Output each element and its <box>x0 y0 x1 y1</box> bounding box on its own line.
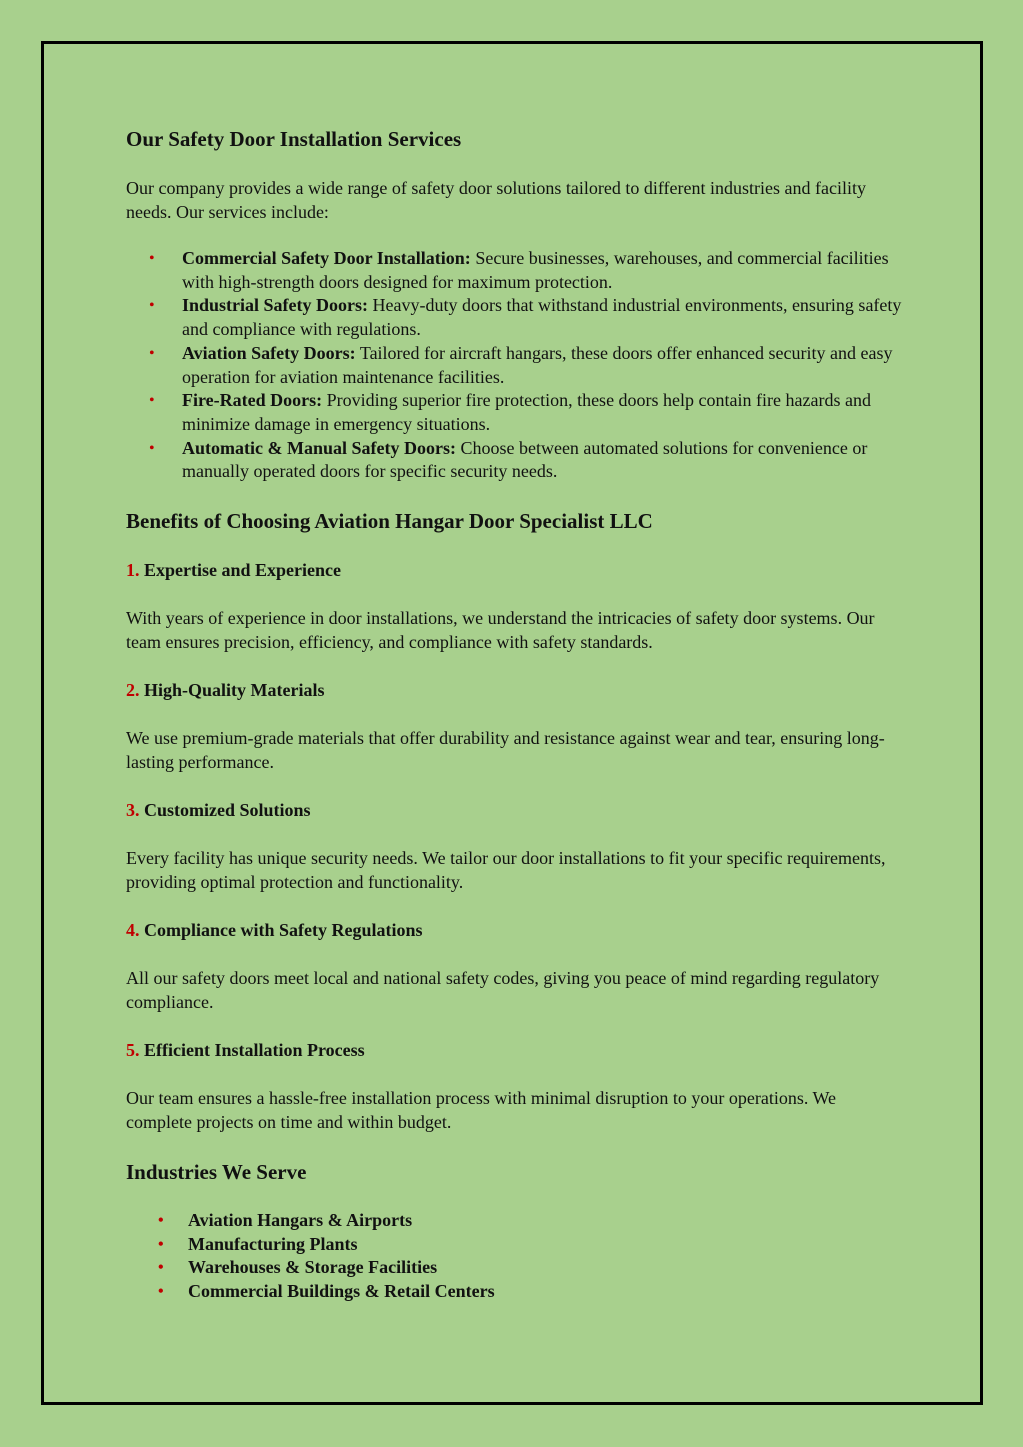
benefit-text: All our safety doors meet local and national safety codes, giving you peace of mind regarding regulatory compliance. <box>126 968 880 1013</box>
benefit-number: 2. <box>126 680 140 701</box>
industry-label: Manufacturing Plants <box>188 1233 358 1254</box>
benefit-title <box>126 558 906 582</box>
industries-heading: Industries We Serve <box>126 1160 307 1185</box>
benefit-title-text: Compliance with Safety Regulations <box>139 920 423 941</box>
benefit-number: 1. <box>126 560 140 581</box>
industry-label: Commercial Buildings & Retail Centers <box>188 1281 495 1302</box>
service-text: Secure businesses, warehouses, and commercial facilities with high-strength doors designed for maximum protection. <box>182 248 889 292</box>
list-item <box>126 1209 906 1233</box>
services-heading: Our Safety Door Installation Services <box>126 127 462 151</box>
benefit-title-text: Customized Solutions <box>139 800 311 821</box>
benefit-text: We use premium-grade materials that offer durability and resistance against wear and tear, ensuring long-lasting performance. <box>126 728 885 773</box>
list-item <box>126 389 906 436</box>
bullet-icon: • <box>149 439 155 457</box>
bullet-icon: • <box>149 392 155 410</box>
benefit-text: With years of experience in door installations, we understand the intricacies of safety door systems. Our team ensures precision, efficiency, and compliance with safety standards. <box>126 608 875 653</box>
benefit-title <box>126 1038 906 1062</box>
benefit-title-text: Efficient Installation Process <box>139 1040 365 1061</box>
list-item <box>126 1256 906 1280</box>
service-text: Choose between automated solutions for convenience or manually operated doors for specific security needs. <box>182 437 868 482</box>
list-item <box>126 1233 906 1257</box>
service-title: Automatic & Manual Safety Doors: <box>182 437 456 458</box>
industries-list <box>126 1209 906 1304</box>
bullet-icon: • <box>158 1283 164 1301</box>
bullet-icon: • <box>149 344 155 362</box>
benefit-number: 4. <box>126 920 140 941</box>
service-text: Tailored for aircraft hangars, these doors offer enhanced security and easy operation for aviation maintenance facilities. <box>182 342 893 387</box>
benefit-title-text: Expertise and Experience <box>139 560 341 581</box>
bullet-icon: • <box>158 1212 164 1230</box>
list-item <box>126 294 906 341</box>
services-intro: Our company provides a wide range of safety door solutions tailored to different industries and facility needs. Our services include: <box>126 178 866 222</box>
benefits-heading: Benefits of Choosing Aviation Hangar Door Specialist LLC <box>126 509 653 534</box>
benefit-number: 3. <box>126 800 140 821</box>
benefit-text: Every facility has unique security needs. We tailor our door installations to fit your specific requirements, providing optimal protection and functionality. <box>126 848 886 893</box>
bullet-icon: • <box>158 1259 164 1277</box>
page-border <box>41 41 983 1405</box>
service-title: Aviation Safety Doors: <box>182 342 356 363</box>
service-text: Heavy-duty doors that withstand industrial environments, ensuring safety and compliance with regulations. <box>182 295 902 340</box>
bullet-icon: • <box>149 297 155 315</box>
benefit-title <box>126 798 906 822</box>
list-item <box>126 437 906 484</box>
industry-label: Warehouses & Storage Facilities <box>188 1257 438 1278</box>
benefit-title <box>126 678 906 702</box>
bullet-icon: • <box>158 1235 164 1253</box>
services-list <box>126 247 906 484</box>
service-title: Industrial Safety Doors: <box>182 295 369 316</box>
benefit-number: 5. <box>126 1040 140 1061</box>
benefit-title-text: High-Quality Materials <box>139 680 325 701</box>
list-item <box>126 342 906 389</box>
document-content <box>126 126 906 1304</box>
industry-label: Aviation Hangars & Airports <box>188 1210 413 1231</box>
service-title: Fire-Rated Doors: <box>182 390 323 411</box>
service-title: Commercial Safety Door Installation: <box>182 248 471 268</box>
service-text: Providing superior fire protection, these doors help contain fire hazards and minimize damage in emergency situations. <box>182 390 871 434</box>
list-item <box>126 1280 906 1304</box>
bullet-icon: • <box>149 250 155 267</box>
benefit-text: Our team ensures a hassle-free installation process with minimal disruption to your operations. We complete projects on time and within budget. <box>126 1088 837 1133</box>
benefit-title <box>126 918 906 942</box>
list-item <box>126 247 906 294</box>
